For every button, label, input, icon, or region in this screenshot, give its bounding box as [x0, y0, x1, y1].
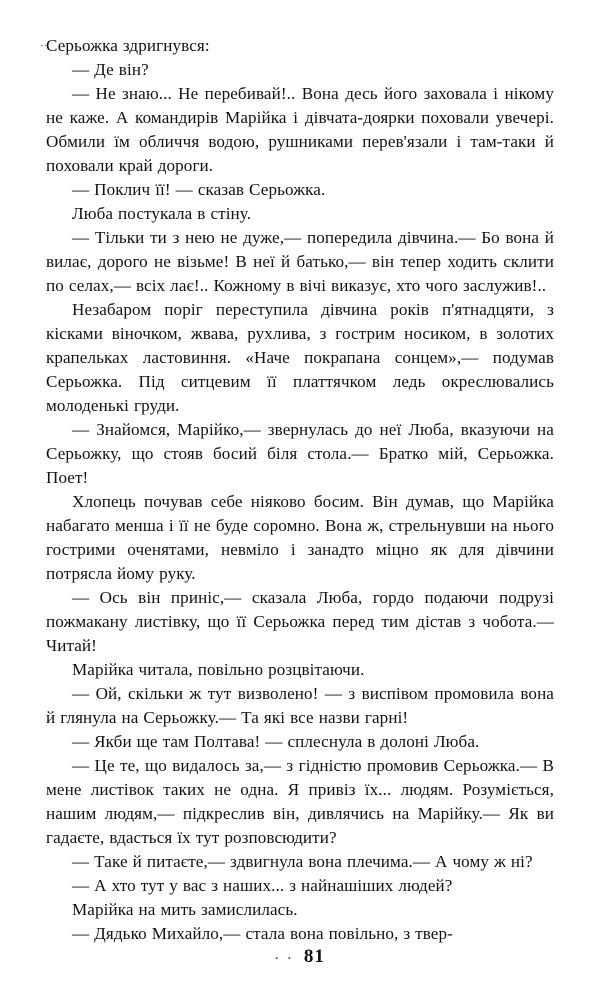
- paragraph: — Дядько Михайло,— стала вона повільно, з твер-: [72, 924, 453, 943]
- page-number: [0, 946, 600, 968]
- paragraph: — А хто тут у вас з наших... з найнашіших людей?: [72, 876, 453, 895]
- paragraph: — Де він?: [72, 60, 149, 79]
- paragraph: — Таке й питаєте,— здвигнула вона плечима.— А чому ж ні?: [72, 852, 533, 871]
- page-body-text: [46, 34, 554, 946]
- paragraph: — Поклич її! — сказав Серьожка.: [72, 180, 326, 199]
- page-speck-mark: ··: [40, 40, 48, 52]
- paragraph: — Знайомся, Марійко,— звернулась до неї Люба, вказуючи на Серьожку, що стояв босий біля стола.— Братко мій, Серьожка. Поет!: [46, 420, 554, 487]
- paragraph: — Тільки ти з нею не дуже,— попередила дівчина.— Бо вона й вилає, дорого не візьме! В неї й батько,— він тепер ходить склити по селах,— всіх лає!.. Кожному в вічі виказує, хто чого заслужив!..: [46, 228, 554, 295]
- paragraph: — Якби ще там Полтава! — сплеснула в долоні Люба.: [72, 732, 480, 751]
- paragraph: Хлопець почував себе ніяково босим. Він думав, що Марійка набагато менша і її не буде соромно. Вона ж, стрельнувши на нього гострими оченятами, невміло і занадто міцно як для дівчини потрясла йому руку.: [46, 492, 554, 583]
- paragraph: Марійка на мить замислилась.: [72, 900, 298, 919]
- paragraph: Серьожка здригнувся:: [46, 36, 210, 55]
- page-number-value: 81: [303, 946, 325, 967]
- paragraph: Люба постукала в стіну.: [72, 204, 252, 223]
- paragraph: — Не знаю... Не перебивай!.. Вона десь його заховала і нікому не каже. А командирів Марійка і дівчата-доярки поховали увечері. Обмили їм обличчя водою, рушниками перев'язали і там-таки й поховали край дороги.: [46, 84, 554, 175]
- paragraph: — Це те, що видалось за,— з гідністю промовив Серьожка.— В мене листівок таких не одна. Я привіз їх... людям. Розуміється, нашим людям,— підкреслив він, дивлячись на Марійку.— Як ви гадаєте, вдасться їх тут розповсюдити?: [46, 756, 554, 847]
- page-number-dots: . .: [275, 947, 294, 962]
- paragraph: — Ой, скільки ж тут визволено! — з виспівом промовила вона й глянула на Серьожку.— Та які все назви гарні!: [46, 684, 554, 727]
- paragraph: — Ось він приніс,— сказала Люба, гордо подаючи подрузі пожмакану листівку, що її Серьожка перед тим дістав з чобота.— Читай!: [46, 588, 554, 655]
- paragraph: Незабаром поріг переступила дівчина років п'ятнадцяти, з кісками віночком, жвава, рухлива, з гострим носиком, в золотих крапельках ластовиння. «Наче покрапана сонцем»,— подумав Серьожка. Під ситцевим її платтячком ледь окреслювались молоденькі груди.: [46, 300, 554, 415]
- paragraph: Марійка читала, повільно розцвітаючи.: [72, 660, 365, 679]
